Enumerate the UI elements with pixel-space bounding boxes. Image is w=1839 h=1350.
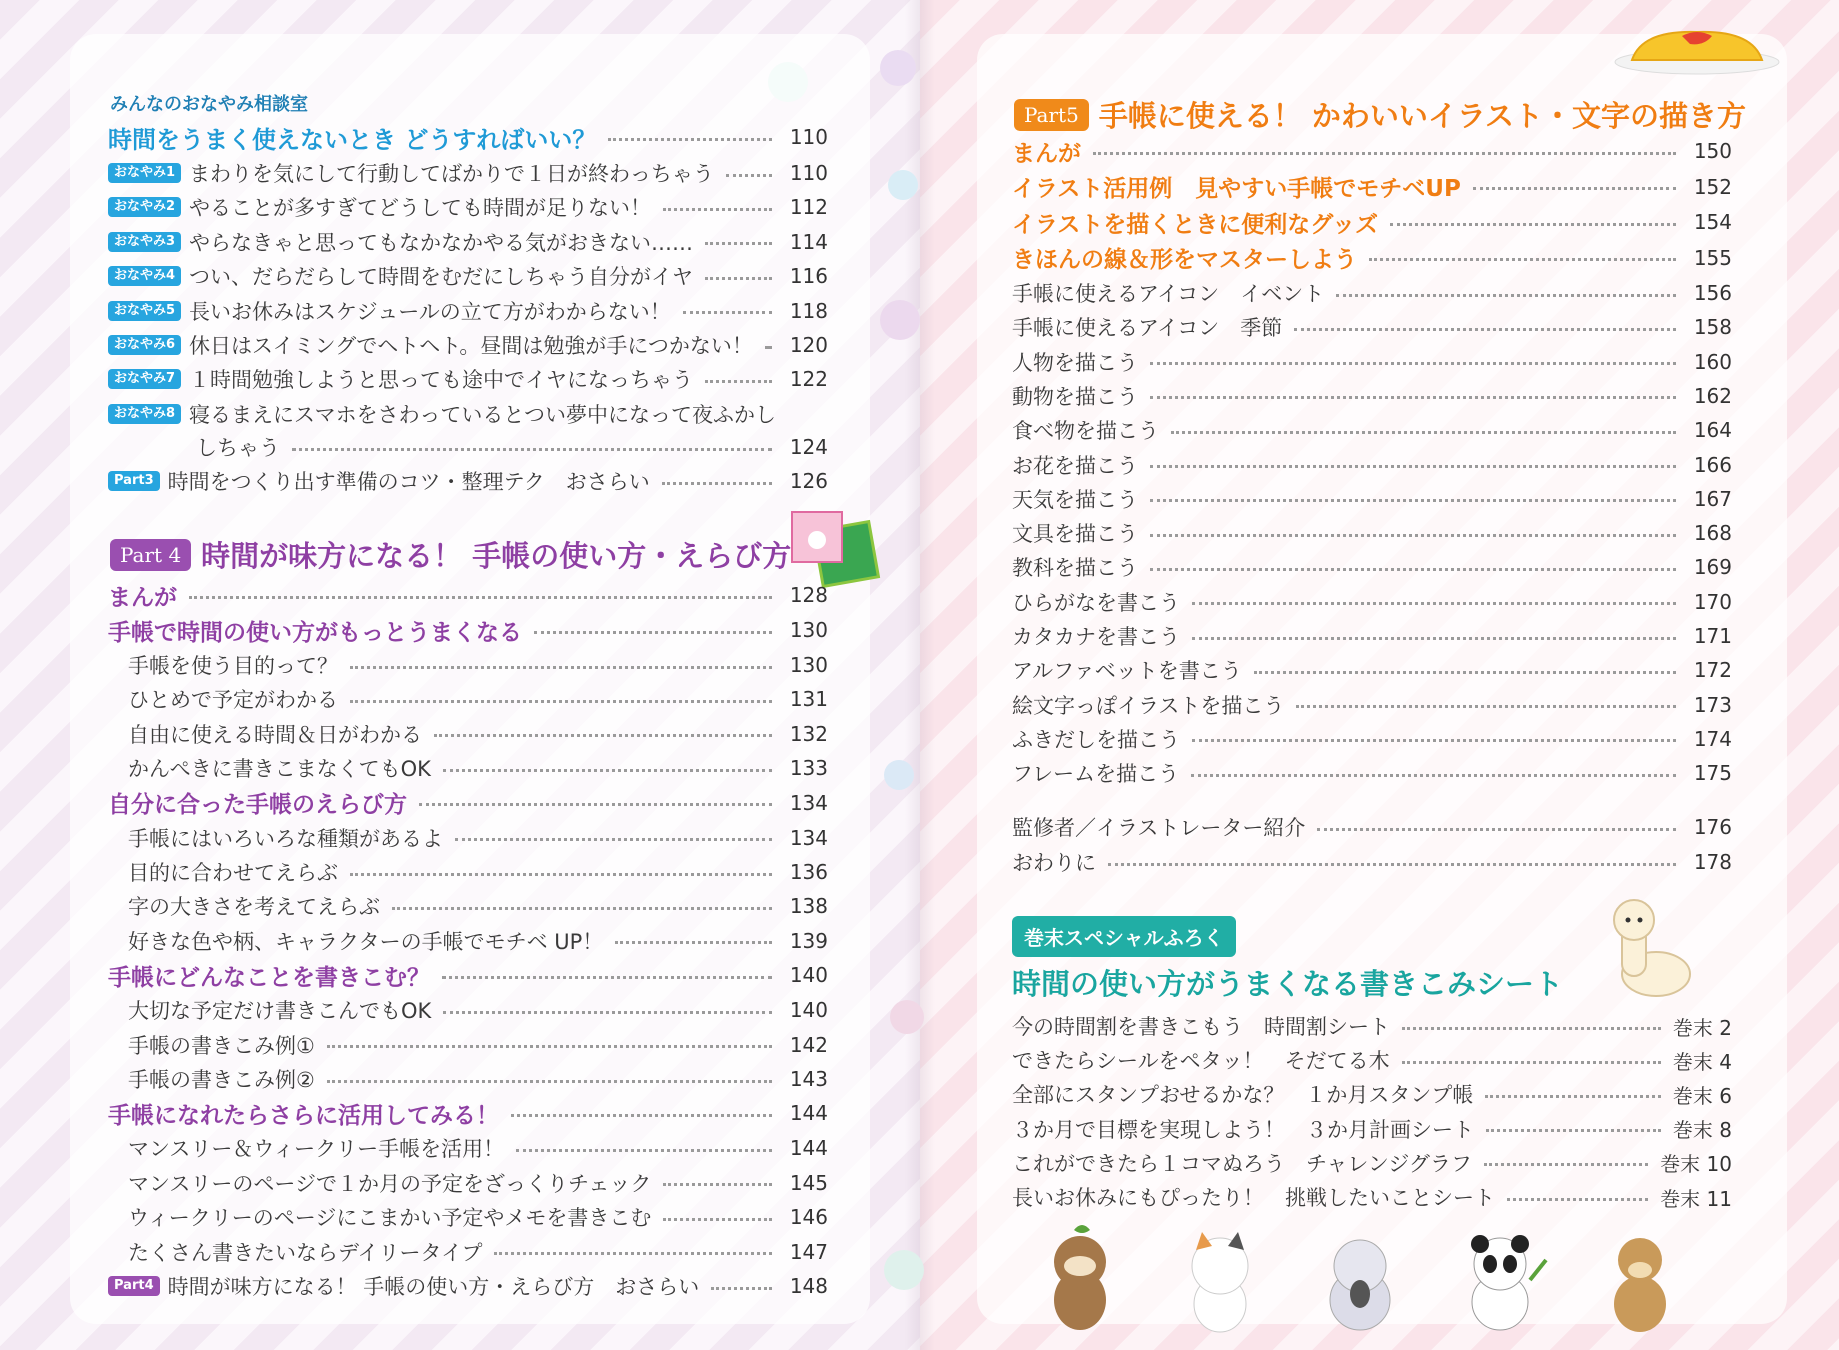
part4-entry[interactable] bbox=[128, 1064, 828, 1094]
dot-leader bbox=[292, 448, 772, 451]
page-number: 160 bbox=[1693, 349, 1732, 374]
dot-leader bbox=[443, 1011, 772, 1014]
dot-leader bbox=[1402, 1027, 1661, 1030]
dot-leader bbox=[392, 907, 772, 910]
consult-entry[interactable] bbox=[108, 261, 828, 291]
consult-entry[interactable] bbox=[108, 192, 828, 222]
dot-leader bbox=[1507, 1198, 1648, 1201]
page-number: 128 bbox=[789, 583, 828, 607]
part4-entry[interactable] bbox=[128, 891, 828, 921]
part5-entry[interactable] bbox=[1012, 587, 1732, 617]
toc-label: マンスリー＆ウィークリー手帳を活用！ bbox=[128, 1137, 505, 1162]
toc-label: 食べ物を描こう bbox=[1012, 419, 1159, 444]
page-number: 142 bbox=[789, 1032, 828, 1057]
page-number: 巻末 10 bbox=[1660, 1152, 1732, 1177]
toc-label: しちゃう bbox=[196, 436, 280, 460]
page-number: 132 bbox=[789, 721, 828, 746]
toc-label: 全部にスタンプおせるかな？ １か月スタンプ帳 bbox=[1012, 1083, 1474, 1108]
toc-label: １時間勉強しようと思っても途中でイヤになっちゃう bbox=[189, 368, 694, 393]
toc-label: つい、だらだらして時間をむだにしちゃう自分がイヤ bbox=[189, 265, 694, 290]
part4-badge: Part 4 bbox=[110, 539, 191, 571]
part4-section-heading[interactable] bbox=[108, 615, 828, 645]
toc-label: 大切な予定だけ書きこんでもOK bbox=[128, 999, 432, 1024]
dot-leader bbox=[615, 941, 772, 944]
page-number: 145 bbox=[789, 1170, 828, 1195]
dot-leader bbox=[1390, 223, 1676, 226]
panda-icon bbox=[1471, 1235, 1546, 1330]
page-number: 134 bbox=[789, 790, 828, 815]
dot-leader bbox=[1485, 1095, 1661, 1098]
dot-leader bbox=[455, 838, 772, 841]
page-number: 136 bbox=[789, 860, 828, 884]
toc-label: 教科を描こう bbox=[1012, 556, 1138, 581]
part3-review-entry[interactable] bbox=[108, 466, 828, 496]
dot-leader bbox=[705, 277, 772, 280]
part5-highlight-entry[interactable] bbox=[1012, 207, 1732, 237]
page-number: 126 bbox=[789, 469, 828, 493]
dot-leader bbox=[662, 482, 772, 485]
dot-leader bbox=[683, 311, 772, 314]
dot-leader bbox=[1171, 431, 1676, 434]
dot-leader bbox=[442, 976, 772, 979]
toc-label: これができたら１コマぬろう チャレンジグラフ bbox=[1012, 1151, 1472, 1176]
part5-entry[interactable] bbox=[1012, 415, 1732, 445]
part5-entry[interactable] bbox=[1012, 484, 1732, 514]
dot-leader bbox=[1191, 774, 1676, 777]
dot-leader bbox=[1336, 294, 1676, 297]
page-number: 138 bbox=[789, 894, 828, 919]
dot-leader bbox=[1369, 258, 1676, 261]
dot-leader bbox=[765, 346, 772, 349]
page-number: 110 bbox=[789, 125, 828, 149]
book-spine bbox=[905, 0, 935, 1350]
dot-leader bbox=[1093, 152, 1676, 155]
toc-label: きほんの線＆形をマスターしよう bbox=[1012, 247, 1357, 273]
raccoon-dog-icon bbox=[1054, 1225, 1106, 1330]
decor-dot bbox=[880, 50, 916, 86]
part5-heading bbox=[1014, 94, 1746, 135]
page-number: 114 bbox=[789, 229, 828, 254]
page-number: 139 bbox=[789, 928, 828, 953]
part5-entry[interactable] bbox=[1012, 690, 1732, 720]
part5-highlight-entry[interactable] bbox=[1012, 172, 1732, 202]
toc-label: 自分に合った手帳のえらび方 bbox=[108, 792, 407, 819]
toc-tag: おなやみ3 bbox=[108, 232, 181, 252]
toc-label: 休日はスイミングでヘトヘト。昼間は勉強が手につかない！ bbox=[189, 334, 753, 358]
toc-label: アルファベットを書こう bbox=[1012, 659, 1242, 684]
dot-leader bbox=[189, 596, 772, 599]
dot-leader bbox=[350, 666, 772, 669]
part5-entry[interactable] bbox=[1012, 450, 1732, 480]
dot-leader bbox=[1150, 534, 1676, 537]
page-number: 156 bbox=[1693, 281, 1732, 305]
dot-leader bbox=[1486, 1129, 1661, 1132]
page-number: 158 bbox=[1693, 315, 1732, 340]
consult-title-label: 時間をうまく使えないとき どうすればいい？ bbox=[108, 125, 597, 154]
part5-highlight-entry[interactable] bbox=[1012, 243, 1732, 273]
page-number: 131 bbox=[789, 687, 828, 712]
toc-label: 時間が味方になる！ 手帳の使い方・えらび方 おさらい bbox=[167, 1275, 700, 1299]
toc-label: イラストを描くときに便利なグッズ bbox=[1012, 211, 1379, 238]
page-number: 168 bbox=[1693, 521, 1732, 546]
part5-title: 手帳に使える！ かわいいイラスト・文字の描き方 bbox=[1098, 99, 1747, 133]
part5-badge: Part5 bbox=[1014, 99, 1089, 131]
dot-leader bbox=[1294, 328, 1676, 331]
toc-label: かんぺきに書きこまなくてもOK bbox=[128, 757, 431, 782]
page-number: 146 bbox=[789, 1205, 828, 1230]
toc-label: ひとめで予定がわかる bbox=[128, 688, 338, 713]
part5-entry[interactable] bbox=[1012, 381, 1732, 411]
toc-tag: おなやみ5 bbox=[108, 301, 181, 321]
page-number: 110 bbox=[789, 161, 828, 185]
toc-label: 手帳を使う目的って？ bbox=[128, 654, 338, 678]
toc-label: まんが bbox=[108, 584, 177, 611]
page-number: 130 bbox=[789, 618, 828, 642]
consult-entry[interactable] bbox=[108, 364, 828, 394]
consult-entry[interactable] bbox=[108, 330, 828, 360]
page-number: 166 bbox=[1693, 452, 1732, 477]
special-appendix-title: 時間の使い方がうまくなる書きこみシート bbox=[1012, 967, 1564, 1001]
page-number: 167 bbox=[1693, 486, 1732, 511]
dot-leader bbox=[663, 208, 772, 211]
page-number: 173 bbox=[1693, 692, 1732, 717]
dot-leader bbox=[608, 138, 772, 141]
toc-label: 手帳の書きこみ例① bbox=[128, 1033, 315, 1058]
consult-entry[interactable] bbox=[108, 399, 828, 429]
part5-entry[interactable] bbox=[1012, 278, 1732, 308]
decor-dot bbox=[890, 1000, 924, 1034]
toc-label: 時間をつくり出す準備のコツ・整理テク おさらい bbox=[167, 470, 650, 494]
dot-leader bbox=[1317, 828, 1676, 831]
part5-entry[interactable] bbox=[1012, 758, 1732, 788]
consult-entry[interactable] bbox=[108, 296, 828, 326]
toc-label: フレームを描こう bbox=[1012, 762, 1180, 787]
part4-entry[interactable] bbox=[128, 1133, 828, 1163]
dot-leader bbox=[1484, 1163, 1648, 1166]
page-number: 巻末 4 bbox=[1672, 1049, 1732, 1074]
dot-leader bbox=[1150, 568, 1676, 571]
toc-label: マンスリーのページで１か月の予定をざっくりチェック bbox=[128, 1171, 652, 1196]
part5-highlight-entry[interactable] bbox=[1012, 136, 1732, 166]
dot-leader bbox=[419, 803, 772, 806]
toc-label: できたらシールをペタッ！ そだてる木 bbox=[1012, 1049, 1390, 1074]
toc-label: 人物を描こう bbox=[1012, 350, 1138, 375]
toc-label: たくさん書きたいならデイリータイプ bbox=[128, 1240, 483, 1265]
decor-dot bbox=[884, 760, 914, 790]
toc-label: お花を描こう bbox=[1012, 453, 1138, 478]
calico-cat-icon bbox=[1192, 1232, 1248, 1332]
alpaca-icon bbox=[1600, 894, 1700, 1004]
toc-label: 絵文字っぽイラストを描こう bbox=[1012, 693, 1285, 718]
dot-leader bbox=[663, 1183, 772, 1186]
dot-leader bbox=[726, 174, 772, 177]
notebook-stickers-icon bbox=[788, 508, 888, 588]
dot-leader bbox=[534, 631, 772, 634]
dot-leader bbox=[1402, 1061, 1661, 1064]
decor-dot bbox=[888, 170, 918, 200]
toc-label: ひらがなを書こう bbox=[1012, 590, 1180, 615]
dot-leader bbox=[705, 242, 772, 245]
part4-entry[interactable] bbox=[128, 926, 828, 956]
page-number: 140 bbox=[789, 998, 828, 1023]
part4-entry[interactable] bbox=[128, 1168, 828, 1198]
page-number: 171 bbox=[1693, 624, 1732, 648]
dot-leader bbox=[1296, 705, 1676, 708]
page-number: 144 bbox=[789, 1101, 828, 1126]
part3-tag: Part3 bbox=[108, 471, 160, 491]
toc-tag: Part4 bbox=[108, 1276, 160, 1296]
part4-entry[interactable] bbox=[128, 753, 828, 783]
toc-tag: おなやみ8 bbox=[108, 404, 181, 424]
dot-leader bbox=[1150, 465, 1676, 468]
hamster-icon bbox=[1330, 1240, 1390, 1330]
toc-label: ３か月で目標を実現しよう！ ３か月計画シート bbox=[1012, 1117, 1474, 1142]
toc-label: 手帳に使えるアイコン 季節 bbox=[1012, 316, 1283, 341]
page-number: 174 bbox=[1693, 726, 1732, 751]
part5-entry[interactable] bbox=[1012, 518, 1732, 548]
toc-label: おわりに bbox=[1012, 851, 1096, 875]
part4-heading bbox=[110, 534, 791, 575]
dot-leader bbox=[443, 769, 772, 772]
dot-leader bbox=[327, 1045, 772, 1048]
page-number: 巻末 6 bbox=[1672, 1083, 1732, 1108]
part4-section-heading[interactable] bbox=[108, 1098, 828, 1128]
toc-label: 手帳にどんなことを書きこむ？ bbox=[108, 964, 430, 991]
page-number: 152 bbox=[1693, 174, 1732, 199]
part4-entry[interactable] bbox=[128, 1030, 828, 1060]
dot-leader bbox=[516, 1149, 772, 1152]
toc-label: 動物を描こう bbox=[1012, 384, 1138, 409]
page-number: 巻末 2 bbox=[1672, 1015, 1732, 1040]
toc-tag: おなやみ6 bbox=[108, 335, 181, 355]
page-number: 130 bbox=[789, 653, 828, 677]
extra-entry[interactable] bbox=[1012, 847, 1732, 877]
prairie-dog-icon bbox=[1614, 1238, 1666, 1332]
part4-entry[interactable] bbox=[128, 684, 828, 714]
toc-label: 自由に使える時間＆日がわかる bbox=[128, 722, 422, 747]
dot-leader bbox=[711, 1287, 772, 1290]
consult-item8-continued[interactable] bbox=[196, 432, 828, 462]
part5-entry[interactable] bbox=[1012, 655, 1732, 685]
dot-leader bbox=[327, 1080, 772, 1083]
page-number: 162 bbox=[1693, 383, 1732, 408]
animal-characters-icon bbox=[1030, 1220, 1750, 1340]
toc-label: 手帳になれたらさらに活用してみる！ bbox=[108, 1102, 499, 1129]
page-number: 140 bbox=[789, 963, 828, 988]
part4-entry[interactable] bbox=[128, 995, 828, 1025]
special-entry[interactable] bbox=[1012, 1045, 1732, 1075]
page-number: 178 bbox=[1693, 850, 1732, 874]
special-entry[interactable] bbox=[1012, 1011, 1732, 1041]
part4-entry[interactable] bbox=[128, 1202, 828, 1232]
toc-tag: おなやみ1 bbox=[108, 163, 181, 183]
page-number: 175 bbox=[1693, 761, 1732, 786]
omelet-rice-icon bbox=[1612, 26, 1782, 76]
page-number: 118 bbox=[789, 298, 828, 323]
page-number: 150 bbox=[1693, 139, 1732, 163]
dot-leader bbox=[1473, 187, 1676, 190]
page-number: 176 bbox=[1693, 815, 1732, 839]
consult-entry[interactable] bbox=[108, 227, 828, 257]
dot-leader bbox=[511, 1114, 772, 1117]
page-number: 116 bbox=[789, 264, 828, 289]
special-appendix-badge: 巻末スペシャルふろく bbox=[1012, 916, 1236, 957]
part4-entry[interactable] bbox=[128, 719, 828, 749]
toc-tag: おなやみ2 bbox=[108, 197, 181, 217]
dot-leader bbox=[350, 873, 772, 876]
toc-label: ふきだしを描こう bbox=[1012, 727, 1180, 752]
toc-label: まんが bbox=[1012, 140, 1081, 167]
consult-section-header: みんなのおなやみ相談室 bbox=[110, 94, 308, 115]
dot-leader bbox=[1192, 637, 1676, 640]
special-entry[interactable] bbox=[1012, 1182, 1732, 1212]
page-number: 170 bbox=[1693, 589, 1732, 614]
toc-label: ウィークリーのページにこまかい予定やメモを書きこむ bbox=[128, 1206, 652, 1231]
part4-entry[interactable] bbox=[128, 650, 828, 680]
page-number: 148 bbox=[789, 1274, 828, 1298]
part4-entry[interactable] bbox=[128, 857, 828, 887]
extra-entry[interactable] bbox=[1012, 812, 1732, 842]
toc-label: 文具を描こう bbox=[1012, 522, 1138, 547]
page-number: 143 bbox=[789, 1067, 828, 1091]
part5-entry[interactable] bbox=[1012, 347, 1732, 377]
dot-leader bbox=[663, 1218, 772, 1221]
dot-leader bbox=[1150, 362, 1676, 365]
special-entry[interactable] bbox=[1012, 1114, 1732, 1144]
part4-section-heading[interactable] bbox=[108, 788, 828, 818]
part4-section-heading[interactable] bbox=[108, 960, 828, 990]
dot-leader bbox=[705, 380, 772, 383]
page-number: 120 bbox=[789, 333, 828, 357]
toc-label: 手帳の書きこみ例② bbox=[128, 1068, 315, 1092]
dot-leader bbox=[1150, 396, 1676, 399]
part5-entry[interactable] bbox=[1012, 552, 1732, 582]
special-entry[interactable] bbox=[1012, 1079, 1732, 1109]
page-number: 164 bbox=[1693, 418, 1732, 443]
toc-label: 今の時間割を書きこもう 時間割シート bbox=[1012, 1015, 1390, 1039]
toc-label: 手帳にはいろいろな種類があるよ bbox=[128, 826, 443, 851]
dot-leader bbox=[1192, 602, 1676, 605]
consult-entry[interactable] bbox=[108, 158, 828, 188]
toc-label: 目的に合わせてえらぶ bbox=[128, 861, 338, 885]
page-number: 112 bbox=[789, 195, 828, 220]
page-number: 124 bbox=[789, 435, 828, 459]
special-entry[interactable] bbox=[1012, 1148, 1732, 1178]
dot-leader bbox=[1254, 671, 1676, 674]
toc-label: 字の大きさを考えてえらぶ bbox=[128, 895, 380, 920]
decor-dot bbox=[884, 1250, 924, 1290]
page-number: 154 bbox=[1693, 210, 1732, 234]
part5-entry[interactable] bbox=[1012, 312, 1732, 342]
toc-label: 監修者／イラストレーター紹介 bbox=[1012, 816, 1306, 840]
dot-leader bbox=[434, 734, 772, 737]
toc-label: やらなきゃと思ってもなかなかやる気がおきない…… bbox=[189, 230, 694, 255]
part5-entry[interactable] bbox=[1012, 621, 1732, 651]
page-number: 巻末 8 bbox=[1672, 1118, 1732, 1143]
toc-label: まわりを気にして行動してばかりで１日が終わっちゃう bbox=[189, 162, 714, 186]
part4-review-entry[interactable] bbox=[108, 1271, 828, 1301]
dot-leader bbox=[1150, 499, 1676, 502]
toc-label: イラスト活用例 見やすい手帳でモチベUP bbox=[1012, 176, 1461, 202]
page-number: 144 bbox=[789, 1136, 828, 1161]
toc-label: やることが多すぎてどうしても時間が足りない！ bbox=[189, 196, 652, 221]
toc-label: 長いお休みはスケジュールの立て方がわからない！ bbox=[189, 299, 671, 324]
page-number: 147 bbox=[789, 1239, 828, 1264]
part4-entry[interactable] bbox=[128, 1237, 828, 1267]
toc-tag: おなやみ4 bbox=[108, 266, 181, 286]
toc-label: 天気を描こう bbox=[1012, 487, 1138, 512]
page-number: 133 bbox=[789, 756, 828, 781]
dot-leader bbox=[350, 700, 772, 703]
part4-entry[interactable] bbox=[128, 823, 828, 853]
part4-manga-entry[interactable] bbox=[108, 580, 828, 610]
page-number: 155 bbox=[1693, 245, 1732, 270]
toc-label: 手帳に使えるアイコン イベント bbox=[1012, 282, 1325, 306]
page-number: 169 bbox=[1693, 555, 1732, 580]
dot-leader bbox=[494, 1252, 772, 1255]
page-number: 134 bbox=[789, 825, 828, 850]
page-number: 巻末 11 bbox=[1660, 1186, 1732, 1211]
page-number: 172 bbox=[1693, 658, 1732, 683]
toc-label: 手帳で時間の使い方がもっとうまくなる bbox=[108, 619, 522, 646]
toc-label: 好きな色や柄、キャラクターの手帳でモチベ UP！ bbox=[128, 929, 604, 954]
part5-entry[interactable] bbox=[1012, 724, 1732, 754]
decor-dot bbox=[880, 300, 920, 340]
toc-label: 長いお休みにもぴったり！ 挑戦したいことシート bbox=[1012, 1186, 1495, 1210]
toc-label: カタカナを書こう bbox=[1012, 625, 1180, 649]
page-number: 122 bbox=[789, 367, 828, 392]
toc-tag: おなやみ7 bbox=[108, 369, 181, 389]
part4-title: 時間が味方になる！ 手帳の使い方・えらび方 bbox=[201, 539, 792, 573]
consult-title-entry[interactable] bbox=[108, 122, 828, 152]
toc-label: 寝るまえにスマホをさわっているとつい夢中になって夜ふかし bbox=[189, 402, 776, 427]
dot-leader bbox=[1192, 739, 1676, 742]
dot-leader bbox=[1108, 863, 1676, 866]
